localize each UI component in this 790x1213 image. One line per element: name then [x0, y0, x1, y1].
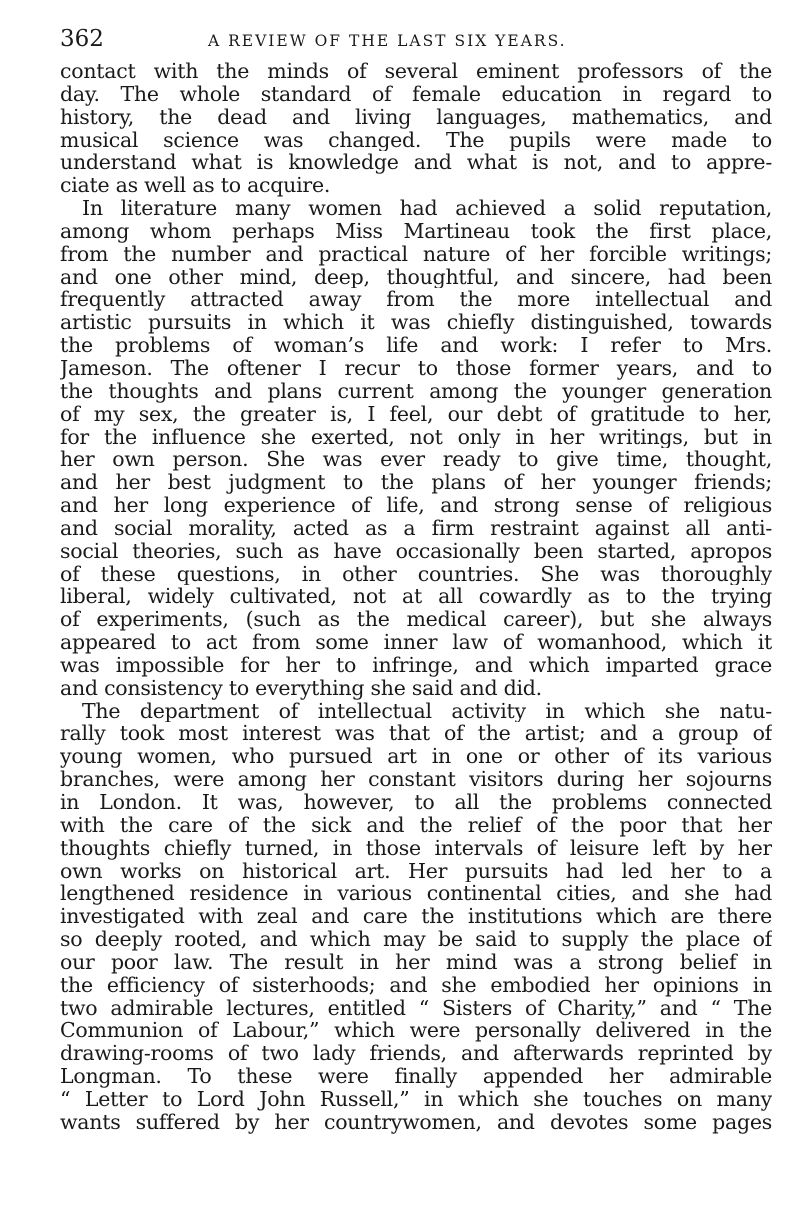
text-line: social theories, such as have occasionally been started, apropos: [60, 539, 772, 563]
text-line: contact with the minds of several eminent professors of the: [60, 60, 772, 83]
text-line: for the influence she exerted, not only in her writings, but in: [60, 425, 772, 449]
text-line: our poor law. The result in her mind was a strong belief in: [60, 950, 772, 974]
text-line: branches, were among her constant visitors during her sojourns: [60, 768, 772, 791]
text-line: of my sex, the greater is, I feel, our debt of gratitude to her,: [60, 402, 772, 426]
paragraph-first-line: In literature many women had achieved a solid reputation,: [82, 197, 772, 220]
text-line: and social morality, acted as a firm restraint against all anti-: [60, 516, 772, 540]
text-line: liberal, widely cultivated, not at all cowardly as to the trying: [60, 585, 772, 609]
text-line: Jameson. The oftener I recur to those former years, and to: [60, 356, 772, 380]
text-line: and one other mind, deep, thoughtful, and sincere, had been: [60, 265, 772, 289]
text-line: of these questions, in other countries. She was thoroughly: [60, 562, 772, 586]
text-line: lengthened residence in various continental cities, and she had: [60, 882, 772, 906]
text-line: young women, who pursued art in one or other of its various: [60, 745, 772, 769]
text-line: appeared to act from some inner law of womanhood, which it: [60, 631, 772, 654]
text-line: understand what is knowledge and what is not, and to appre-: [60, 151, 772, 175]
text-line: ciate as well as to acquire.: [60, 174, 331, 198]
running-title: A REVIEW OF THE LAST SIX YEARS.: [208, 32, 567, 50]
text-line: artistic pursuits in which it was chiefly distinguished, towards: [60, 311, 772, 335]
text-line: from the number and practical nature of her forcible writings;: [60, 242, 772, 266]
text-line: “ Letter to Lord John Russell,” in which she touches on many: [60, 1087, 772, 1111]
text-line: and her best judgment to the plans of her younger friends;: [60, 471, 772, 495]
running-head: [60, 22, 770, 56]
paragraph-first-line: The department of intellectual activity in which she natu-: [82, 699, 772, 723]
text-line: of experiments, (such as the medical career), but she always: [60, 608, 772, 632]
text-line: the thoughts and plans current among the younger generation: [60, 379, 772, 403]
page-number: 362: [60, 26, 104, 52]
text-line: day. The whole standard of female education in regard to: [60, 82, 772, 106]
text-line: rally took most interest was that of the artist; and a group of: [60, 722, 772, 746]
text-line: investigated with zeal and care the institutions which are there: [60, 905, 772, 929]
text-line: and consistency to everything she said and did.: [60, 676, 542, 700]
text-line: and her long experience of life, and strong sense of religious: [60, 494, 772, 517]
text-line: the problems of woman’s life and work: I refer to Mrs.: [60, 334, 772, 357]
text-line: history, the dead and living languages, mathematics, and: [60, 105, 772, 129]
text-line: among whom perhaps Miss Martineau took the first place,: [60, 219, 772, 243]
text-line: drawing-rooms of two lady friends, and afterwards reprinted by: [60, 1042, 772, 1066]
text-line: was impossible for her to infringe, and which imparted grace: [60, 653, 772, 677]
text-line: own works on historical art. Her pursuits had led her to a: [60, 859, 772, 883]
text-line: in London. It was, however, to all the problems connected: [60, 791, 772, 814]
text-line: two admirable lectures, entitled “ Sisters of Charity,” and “ The: [60, 996, 772, 1020]
text-line: her own person. She was ever ready to give time, thought,: [60, 448, 772, 472]
text-line: with the care of the sick and the relief of the poor that her: [60, 813, 772, 837]
text-line: wants suffered by her countrywomen, and devotes some pages: [60, 1110, 772, 1134]
text-line: thoughts chiefly turned, in those intervals of leisure left by her: [60, 836, 772, 860]
text-line: Communion of Labour,” which were personally delivered in the: [60, 1019, 772, 1043]
text-line: the efficiency of sisterhoods; and she embodied her opinions in: [60, 973, 772, 997]
text-line: so deeply rooted, and which may be said to supply the place of: [60, 928, 772, 951]
body-text: [60, 60, 772, 1134]
text-line: frequently attracted away from the more intellectual and: [60, 288, 772, 312]
text-line: Longman. To these were finally appended her admirable: [60, 1065, 772, 1088]
text-line: musical science was changed. The pupils were made to: [60, 128, 772, 152]
